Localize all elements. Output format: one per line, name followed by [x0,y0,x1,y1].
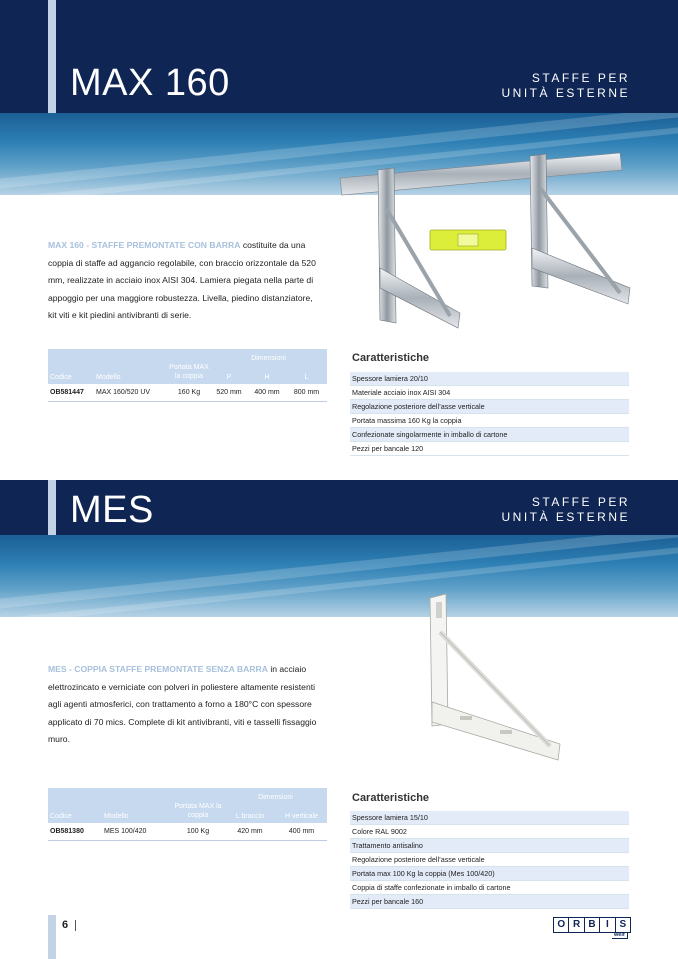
subtitle-line: STAFFE PER [531,495,630,509]
logo-letter: B [584,918,599,932]
cell-dim-arm-length: 420 mm [224,823,276,841]
footer-accent-bar [48,915,56,959]
col-header-capacity: Portata MAX la coppia [174,803,222,819]
page-number: 6 [62,919,69,931]
max160-features-list [350,372,629,456]
cell-code: OB581447 [48,384,96,402]
cell-dim-p: 520 mm [210,384,248,402]
col-header-model: Modello [104,813,129,820]
list-item: Portata massima 160 Kg la coppia [350,414,629,428]
col-header-l: L [304,374,309,381]
subtitle-line: STAFFE PER [531,71,630,85]
col-header-p: P [226,374,232,381]
max160-spec-table [48,349,327,402]
list-item: Colore RAL 9002 [350,825,629,839]
list-item: Spessore lamiera 15/10 [350,811,629,825]
description-text: costituite da una coppia di staffe ad aggancio regolabile, con braccio orizzontale da 520 mm, realizzate in acciaio inox AISI 304. Lamiera piegata nella parte di appoggio per una maggiore robustezza. Livella, piedino distanziatore, kit viti e kit piedini antivibranti di serie. [48,240,316,320]
mes-features-list [350,811,629,909]
list-item: Regolazione posteriore dell’asse verticale [350,853,629,867]
max160-product-image [330,148,640,338]
list-item: Portata max 100 Kg la coppia (Mes 100/420) [350,867,629,881]
cell-capacity: 100 Kg [172,823,224,841]
section-header-max160 [0,0,678,118]
section-title: MES [70,489,154,531]
white-bracket [430,594,560,760]
section-subtitle [501,71,630,101]
col-header-code: Codice [50,813,72,820]
max160-description [48,237,320,325]
col-header-capacity: Portata MAX la coppia [169,364,209,380]
table-row [48,823,327,841]
list-item: Regolazione posteriore dell’asse verticale [350,400,629,414]
right-bracket [530,154,630,304]
features-title: Caratteristiche [352,352,430,364]
col-header-h: H [264,374,270,381]
logo-letter: I [599,918,614,932]
section-subtitle [501,495,630,525]
table-row [48,384,327,402]
logo-letter: S [615,918,630,932]
col-header-code: Codice [50,374,72,381]
cell-dim-vertical-height: 400 mm [276,823,327,841]
cell-capacity: 160 Kg [168,384,210,402]
col-header-dimensions: Dimensioni [251,354,286,362]
mes-spec-table [48,788,327,841]
description-lead: MAX 160 - STAFFE PREMONTATE CON BARRA [48,240,241,250]
logo-letter: R [568,918,583,932]
list-item: Pezzi per bancale 160 [350,895,629,909]
orbis-logo [553,917,631,933]
logo-subtext: welf [612,932,628,939]
list-item: Pezzi per bancale 120 [350,442,629,456]
col-header-vertical-height: H verticale [284,813,319,820]
col-header-model: Modello [96,374,121,381]
cell-code: OB581380 [48,823,96,841]
cell-model: MAX 160/520 UV [96,384,168,402]
features-title: Caratteristiche [352,792,430,804]
cell-dim-h: 400 mm [248,384,286,402]
spirit-level [430,230,506,250]
cell-model: MES 100/420 [96,823,172,841]
mes-description [48,661,320,749]
list-item: Spessore lamiera 20/10 [350,372,629,386]
list-item: Coppia di staffe confezionate in imballo di cartone [350,881,629,895]
section-title: MAX 160 [70,62,230,104]
description-lead: MES - COPPIA STAFFE PREMONTATE SENZA BARRA [48,664,268,674]
list-item: Trattamento antisalino [350,839,629,853]
description-text: in acciaio elettrozincato e verniciate con polveri in poliestere altamente resistenti agli agenti atmosferici, con trattamento a forno a 180°C con spessore applicato di 70 mics. Complete di kit antivibranti, viti e tasselli fissaggio muro. [48,664,317,744]
list-item: Materiale acciaio inox AISI 304 [350,386,629,400]
subtitle-line: UNITÀ ESTERNE [501,86,630,100]
col-header-arm-length: L braccio [235,813,265,820]
list-item: Confezionate singolarmente in imballo di cartone [350,428,629,442]
page-number-separator [75,920,76,931]
cell-dim-l: 800 mm [286,384,327,402]
col-header-dimensions: Dimensioni [258,793,293,801]
header-accent-bar [48,0,56,118]
logo-letter: O [557,919,566,930]
mes-product-image [400,584,580,774]
subtitle-line: UNITÀ ESTERNE [501,510,630,524]
